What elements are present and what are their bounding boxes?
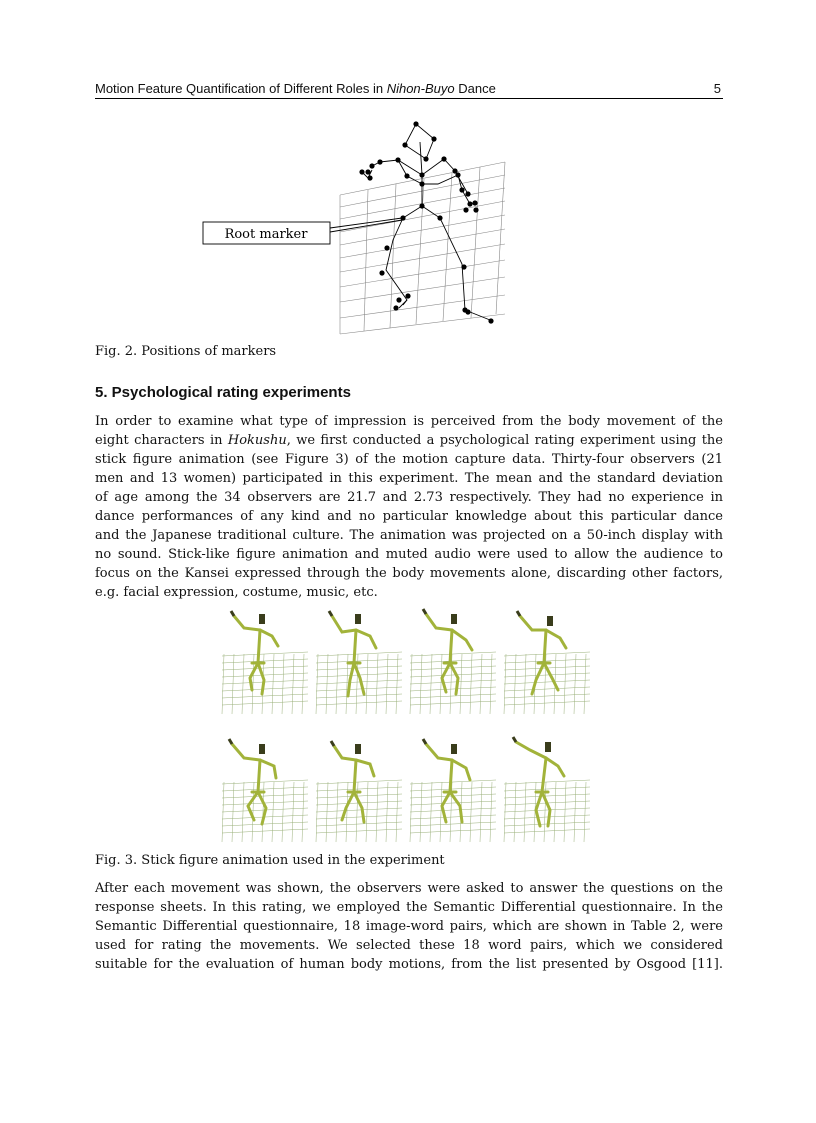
section-heading: 5. Psychological rating experiments: [95, 384, 351, 401]
paragraph-1-line: men and 13 women) participated in this experiment. The mean and the standard deviation: [95, 471, 723, 486]
page-number: 5: [713, 81, 721, 96]
stick-figure-panel: [314, 608, 404, 718]
paragraph-1-line: focus on the Kansei expressed through the body movements alone, discarding other factors,: [95, 566, 723, 581]
paragraph-2: [95, 879, 723, 974]
stick-figure-head: [451, 614, 457, 624]
paragraph-2-line: used for rating the movements. We selected these 18 word pairs, which we considered: [95, 938, 723, 953]
floor-grid: [340, 162, 505, 334]
skeleton-bones: [362, 124, 490, 320]
paragraph-2-line: Semantic Differential questionnaire, 18 image-word pairs, which are shown in Table 2, were: [95, 919, 723, 934]
stick-figure-head: [355, 614, 361, 624]
stick-figure-panel: [408, 736, 498, 846]
paragraph-1-line: of age among the 34 observers are 21.7 and 2.73 respectively. They had no experience in: [95, 490, 723, 505]
root-marker-label: Root marker: [224, 227, 308, 242]
marker-dots: [359, 121, 493, 323]
paragraph-1: [95, 412, 723, 602]
paragraph-1-line: eight characters in Hokushu, we first conducted a psychological rating experiment using the: [95, 433, 723, 448]
stick-figure: [516, 742, 564, 826]
stick-figure-head: [355, 744, 361, 754]
paragraph-1-line: stick figure animation (see Figure 3) of the motion capture data. Thirty-four observers (21: [95, 452, 723, 467]
stick-figure-panel: [502, 608, 592, 718]
paragraph-1-line: In order to examine what type of impression is perceived from the body movement of the: [95, 414, 723, 429]
paragraph-2-line: suitable for the evaluation of human body motions, from the list presented by Osgood [11].: [95, 957, 723, 972]
stick-figure-panel: [408, 608, 498, 718]
stick-figure-panel: [502, 736, 592, 846]
stick-figure-panel: [220, 608, 310, 718]
figure-3-stick-figures: [220, 608, 592, 848]
root-marker-callout: [203, 218, 402, 244]
stick-figure-head: [259, 614, 265, 624]
paragraph-1-line: and the Japanese traditional culture. The animation was projected on a 50-inch display with: [95, 528, 723, 543]
running-header-title: Motion Feature Quantification of Different Roles in Nihon-Buyo Dance: [95, 81, 496, 96]
figure-2-caption: Fig. 2. Positions of markers: [95, 344, 277, 359]
stick-figure-panel: [314, 736, 404, 846]
stick-figure: [332, 616, 376, 696]
figure-3-caption: Fig. 3. Stick figure animation used in the experiment: [95, 853, 445, 868]
figure-2-marker-diagram: [200, 112, 520, 340]
stick-figure-head: [451, 744, 457, 754]
stick-figure-head: [547, 616, 553, 626]
stick-figure-panel: [220, 736, 310, 846]
paragraph-1-line: no sound. Stick-like figure animation and muted audio were used to allow the audience to: [95, 547, 723, 562]
paragraph-2-line: After each movement was shown, the observers were asked to answer the questions on the: [95, 881, 723, 896]
paragraph-2-line: response sheets. In this rating, we employed the Semantic Differential questionnaire. In the: [95, 900, 723, 915]
paragraph-1-line: e.g. facial expression, costume, music, etc.: [95, 585, 378, 600]
stick-figure-head: [259, 744, 265, 754]
running-header: [95, 80, 723, 99]
stick-figure-head: [545, 742, 551, 752]
paragraph-1-line: dance performances of any kind and no particular knowledge about this particular dance: [95, 509, 723, 524]
